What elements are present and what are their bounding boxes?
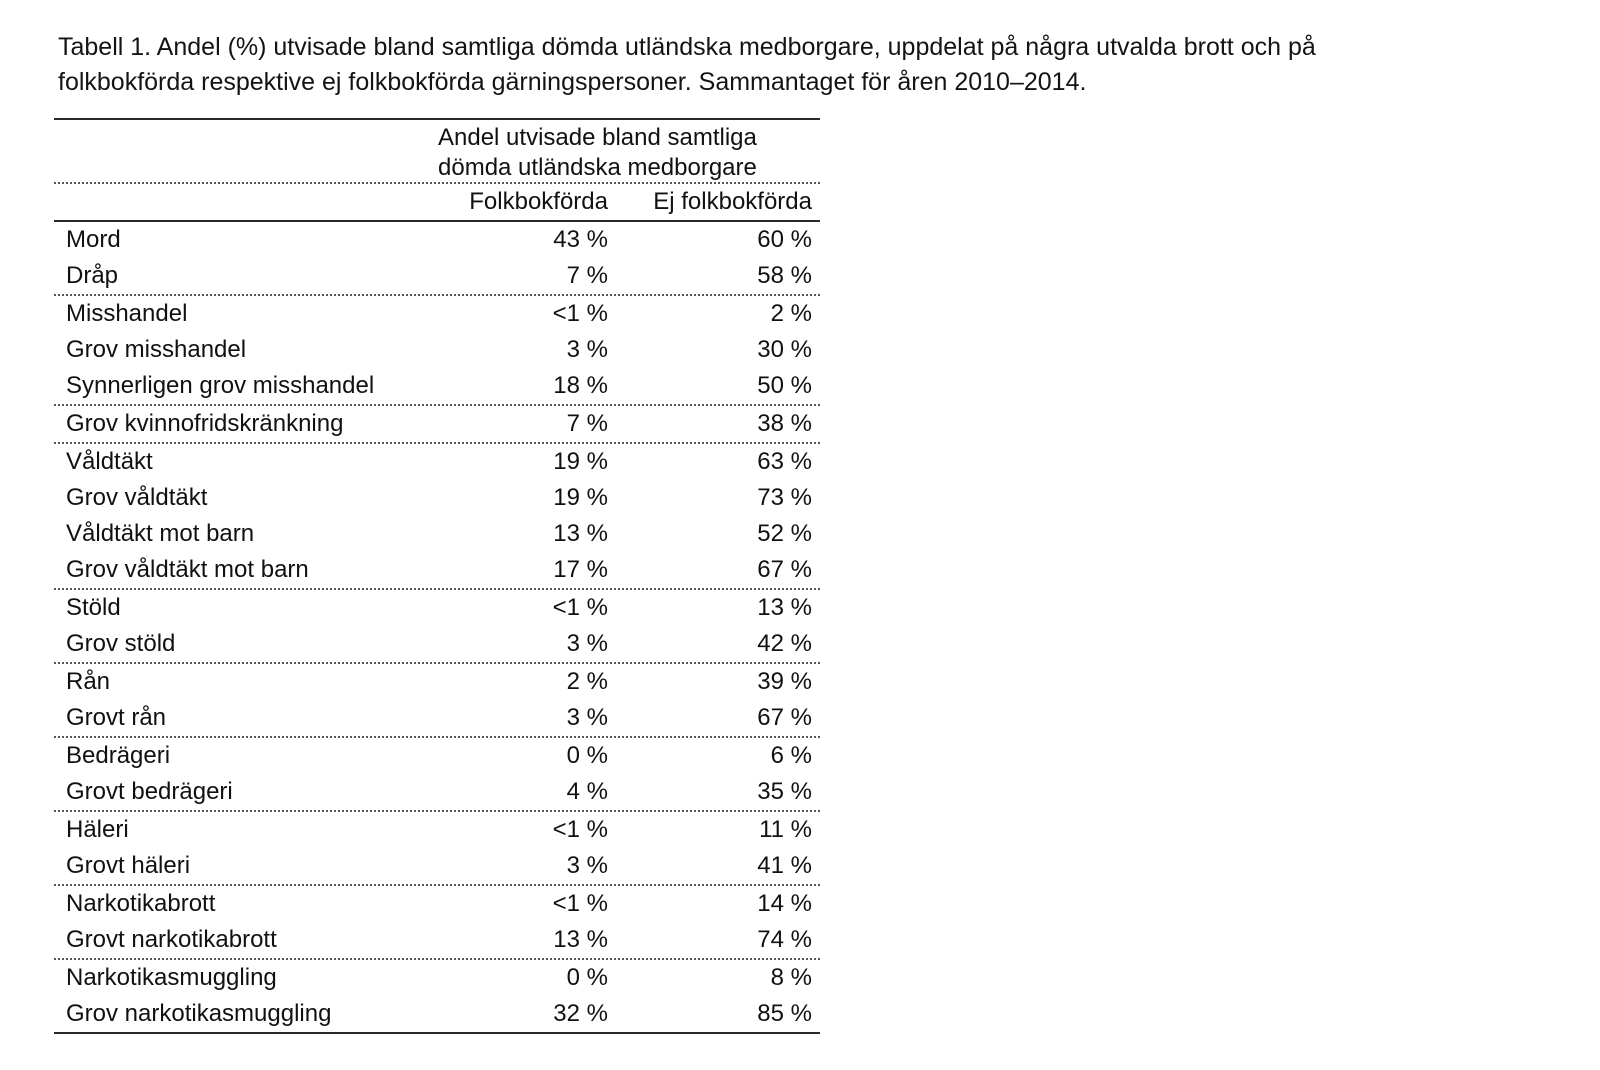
ej-folkbokforda-cell: 73 % xyxy=(757,484,812,511)
ej-folkbokforda-cell: 67 % xyxy=(757,704,812,731)
table-row-group xyxy=(54,886,820,960)
table-row xyxy=(54,480,820,516)
crime-name-cell: Häleri xyxy=(66,816,129,843)
crime-name-cell: Grov kvinnofridskränkning xyxy=(66,410,344,437)
ej-folkbokforda-cell: 60 % xyxy=(757,226,812,253)
table-row-group xyxy=(54,406,820,444)
table-row xyxy=(54,444,820,480)
folkbokforda-cell: 3 % xyxy=(566,336,608,363)
folkbokforda-cell: 0 % xyxy=(566,964,608,991)
caption-line-2: folkbokförda respektive ej folkbokförda gärningspersoner. Sammantaget för åren 2010–2014. xyxy=(58,68,1087,96)
table-body xyxy=(54,222,820,1032)
group-header-line-1: Andel utvisade bland samtliga xyxy=(438,124,757,151)
folkbokforda-cell: 4 % xyxy=(566,778,608,805)
crime-name-cell: Dråp xyxy=(66,262,119,289)
ej-folkbokforda-cell: 2 % xyxy=(770,300,812,327)
table-row xyxy=(54,258,820,294)
folkbokforda-cell: 19 % xyxy=(553,448,608,475)
ej-folkbokforda-cell: 63 % xyxy=(757,448,812,475)
data-table xyxy=(54,118,820,1034)
table-row xyxy=(54,960,820,996)
folkbokforda-cell: 18 % xyxy=(553,372,608,399)
ej-folkbokforda-cell: 14 % xyxy=(757,890,812,917)
crime-name-cell: Mord xyxy=(66,226,121,253)
table-row xyxy=(54,552,820,588)
table-row xyxy=(54,664,820,700)
crime-name-cell: Misshandel xyxy=(66,300,188,327)
crime-name-cell: Grov stöld xyxy=(66,630,176,657)
table-row xyxy=(54,332,820,368)
caption-line-1: Tabell 1. Andel (%) utvisade bland samtliga dömda utländska medborgare, uppdelat på några utvalda brott och på xyxy=(58,33,1316,61)
crime-name-cell: Grov misshandel xyxy=(66,336,247,363)
ej-folkbokforda-cell: 58 % xyxy=(757,262,812,289)
table-row-group xyxy=(54,738,820,812)
crime-name-cell: Grovt rån xyxy=(66,704,167,731)
ej-folkbokforda-cell: 13 % xyxy=(757,594,812,621)
table-row-group xyxy=(54,590,820,664)
table-row xyxy=(54,590,820,626)
table-row xyxy=(54,296,820,332)
folkbokforda-cell: <1 % xyxy=(552,594,608,621)
folkbokforda-cell: 0 % xyxy=(566,742,608,769)
ej-folkbokforda-cell: 11 % xyxy=(759,816,812,843)
table-row xyxy=(54,222,820,258)
crime-name-cell: Grovt narkotikabrott xyxy=(66,926,277,953)
group-header-line-2: dömda utländska medborgare xyxy=(438,154,757,181)
table-row-group xyxy=(54,296,820,406)
folkbokforda-cell: <1 % xyxy=(552,890,608,917)
crime-name-cell: Grov narkotikasmuggling xyxy=(66,1000,332,1027)
table-row xyxy=(54,406,820,442)
folkbokforda-cell: 3 % xyxy=(566,704,608,731)
table-row xyxy=(54,996,820,1032)
folkbokforda-cell: 43 % xyxy=(553,226,608,253)
folkbokforda-cell: <1 % xyxy=(552,816,608,843)
crime-name-cell: Stöld xyxy=(66,594,121,621)
table-column-headers xyxy=(54,184,820,222)
table-row xyxy=(54,848,820,884)
folkbokforda-cell: 17 % xyxy=(553,556,608,583)
ej-folkbokforda-cell: 35 % xyxy=(757,778,812,805)
crime-name-cell: Narkotikasmuggling xyxy=(66,964,277,991)
ej-folkbokforda-cell: 6 % xyxy=(770,742,812,769)
group-header-label xyxy=(438,123,757,183)
folkbokforda-cell: 3 % xyxy=(566,852,608,879)
ej-folkbokforda-cell: 52 % xyxy=(757,520,812,547)
crime-name-cell: Bedrägeri xyxy=(66,742,171,769)
crime-name-cell: Grovt häleri xyxy=(66,852,191,879)
table-row xyxy=(54,886,820,922)
table-row-group xyxy=(54,222,820,296)
table-group-header xyxy=(54,120,820,184)
folkbokforda-cell: 3 % xyxy=(566,630,608,657)
crime-name-cell: Narkotikabrott xyxy=(66,890,216,917)
crime-name-cell: Grovt bedrägeri xyxy=(66,778,233,805)
table-row xyxy=(54,738,820,774)
folkbokforda-cell: 7 % xyxy=(566,262,608,289)
crime-name-cell: Våldtäkt xyxy=(66,448,153,475)
ej-folkbokforda-cell: 30 % xyxy=(757,336,812,363)
table-row-group xyxy=(54,960,820,1032)
ej-folkbokforda-cell: 42 % xyxy=(757,630,812,657)
crime-name-cell: Rån xyxy=(66,668,111,695)
folkbokforda-cell: 7 % xyxy=(566,410,608,437)
folkbokforda-cell: 2 % xyxy=(566,668,608,695)
crime-name-cell: Våldtäkt mot barn xyxy=(66,520,255,547)
folkbokforda-cell: 13 % xyxy=(553,926,608,953)
crime-name-cell: Synnerligen grov misshandel xyxy=(66,372,375,399)
table-row-group xyxy=(54,812,820,886)
crime-name-cell: Grov våldtäkt xyxy=(66,484,208,511)
ej-folkbokforda-cell: 8 % xyxy=(770,964,812,991)
ej-folkbokforda-cell: 85 % xyxy=(757,1000,812,1027)
folkbokforda-cell: 32 % xyxy=(553,1000,608,1027)
crime-name-cell: Grov våldtäkt mot barn xyxy=(66,556,309,583)
folkbokforda-cell: <1 % xyxy=(552,300,608,327)
ej-folkbokforda-cell: 50 % xyxy=(757,372,812,399)
ej-folkbokforda-cell: 41 % xyxy=(757,852,812,879)
table-row xyxy=(54,700,820,736)
table-row xyxy=(54,812,820,848)
table-caption xyxy=(58,30,1558,100)
table-row xyxy=(54,922,820,958)
ej-folkbokforda-cell: 67 % xyxy=(757,556,812,583)
table-row xyxy=(54,368,820,404)
folkbokforda-cell: 13 % xyxy=(553,520,608,547)
table-row xyxy=(54,516,820,552)
folkbokforda-cell: 19 % xyxy=(553,484,608,511)
ej-folkbokforda-cell: 38 % xyxy=(757,410,812,437)
table-row xyxy=(54,774,820,810)
table-row-group xyxy=(54,664,820,738)
column-header-ej-folkbokforda: Ej folkbokförda xyxy=(653,188,812,215)
table-row-group xyxy=(54,444,820,590)
ej-folkbokforda-cell: 39 % xyxy=(757,668,812,695)
table-row xyxy=(54,626,820,662)
ej-folkbokforda-cell: 74 % xyxy=(757,926,812,953)
column-header-folkbokforda: Folkbokförda xyxy=(469,188,608,215)
